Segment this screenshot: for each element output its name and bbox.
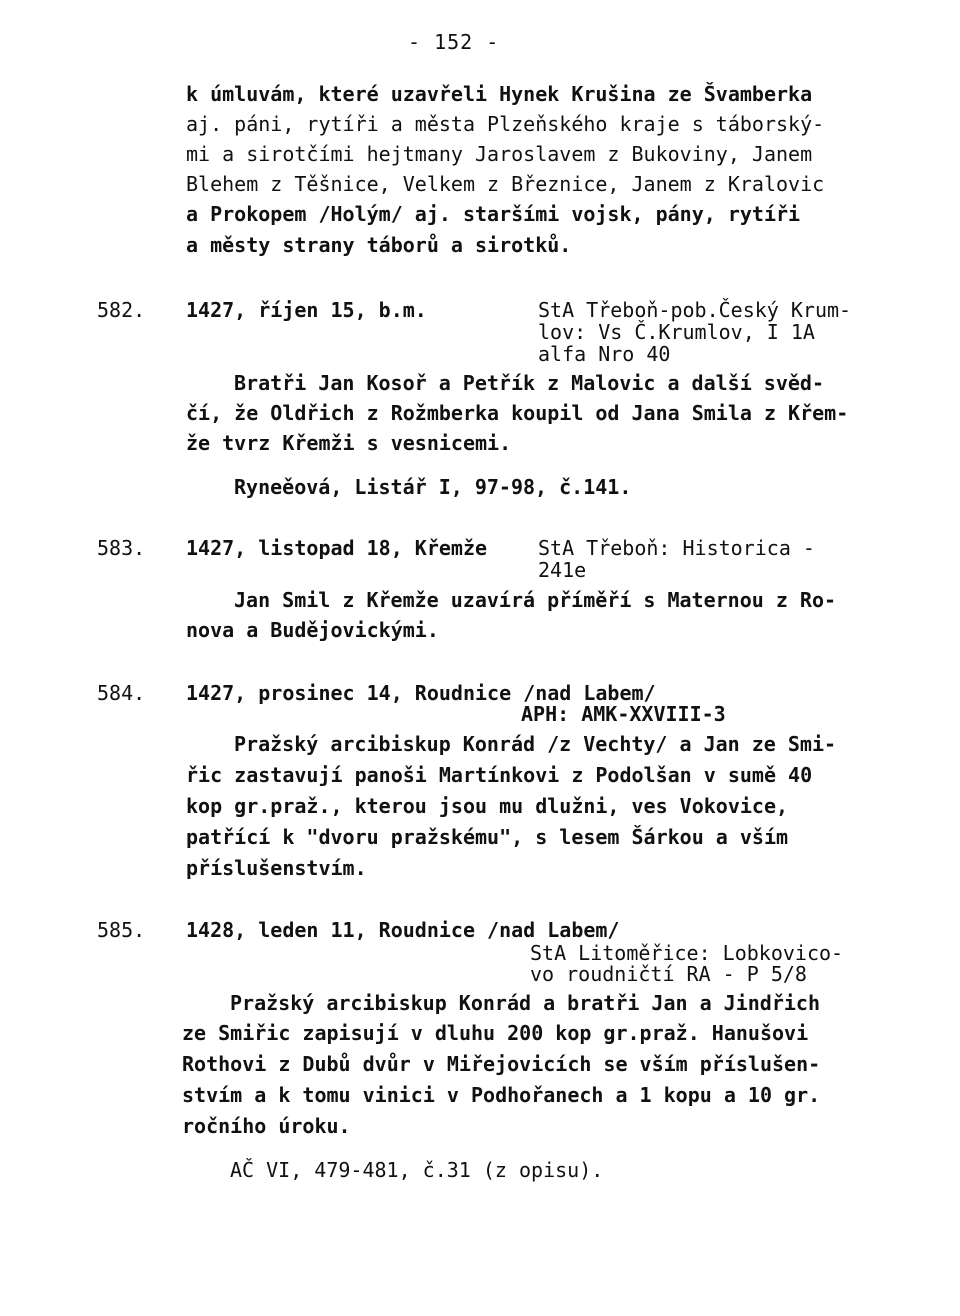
archive-line: vo roudničtí RA - P 5/8 <box>530 962 807 986</box>
body-line: že tvrz Křemži s vesnicemi. <box>186 431 512 455</box>
intro-line: a Prokopem /Holým/ aj. staršími vojsk, pány, rytíři <box>186 202 801 226</box>
archive-line: 241e <box>538 558 587 582</box>
source-citation: Ryneěová, Listář I, 97-98, č.141. <box>234 475 632 499</box>
body-line: ze Smiřic zapisují v dluhu 200 kop gr.praž. Hanušovi <box>182 1021 809 1045</box>
intro-line: mi a sirotčími hejtmany Jaroslavem z Bukoviny, Janem <box>186 142 813 166</box>
entry-number: 584. <box>97 681 146 705</box>
intro-line: k úmluvám, které uzavřeli Hynek Krušina ze Švamberka <box>186 82 813 106</box>
entry-date: 1427, prosinec 14, Roudnice /nad Labem/ <box>186 681 656 705</box>
body-line: řic zastavují panoši Martínkovi z Podolšan v sumě 40 <box>186 763 813 787</box>
archive-line: lov: Vs Č.Krumlov, I 1A <box>538 320 815 344</box>
body-line: stvím a k tomu vinici v Podhořanech a 1 kopu a 10 gr. <box>182 1083 821 1107</box>
body-line: patřící k "dvoru pražskému", s lesem Šárkou a vším <box>186 825 789 849</box>
entry-date: 1427, říjen 15, b.m. <box>186 298 427 322</box>
archive-line: StA Litoměřice: Lobkovico- <box>530 941 844 965</box>
body-line: nova a Budějovickými. <box>186 618 439 642</box>
source-citation: AČ VI, 479-481, č.31 (z opisu). <box>230 1158 604 1182</box>
intro-line: Blehem z Těšnice, Velkem z Březnice, Janem z Kralovic <box>186 172 825 196</box>
intro-line: aj. páni, rytíři a města Plzeňského kraje s táborský- <box>186 112 825 136</box>
archive-line: alfa Nro 40 <box>538 342 671 366</box>
archive-line: StA Třeboň-pob.Český Krum- <box>538 298 852 322</box>
entry-number: 582. <box>97 298 146 322</box>
body-line: Rothovi z Dubů dvůr v Miřejovicích se vším příslušen- <box>182 1052 821 1076</box>
body-line: Pražský arcibiskup Konrád /z Vechty/ a Jan ze Smi- <box>234 732 837 756</box>
body-line: Pražský arcibiskup Konrád a bratři Jan a Jindřich <box>230 991 821 1015</box>
entry-number: 583. <box>97 536 146 560</box>
body-line: Jan Smil z Křemže uzavírá příměří s Maternou z Ro- <box>234 588 837 612</box>
archive-line: StA Třeboň: Historica - <box>538 536 815 560</box>
body-line: kop gr.praž., kterou jsou mu dlužni, ves Vokovice, <box>186 794 789 818</box>
body-line: čí, že Oldřich z Rožmberka koupil od Jana Smila z Křem- <box>186 401 849 425</box>
page-number: - 152 - <box>408 30 500 54</box>
archive-line: APH: AMK-XXVIII-3 <box>521 702 726 726</box>
entry-number: 585. <box>97 918 146 942</box>
intro-line: a městy strany táborů a sirotků. <box>186 233 572 257</box>
entry-date: 1428, leden 11, Roudnice /nad Labem/ <box>186 918 620 942</box>
body-line: ročního úroku. <box>182 1114 351 1138</box>
entry-date: 1427, listopad 18, Křemže <box>186 536 488 560</box>
body-line: příslušenstvím. <box>186 856 367 880</box>
body-line: Bratři Jan Kosoř a Petřík z Malovic a další svěd- <box>234 371 825 395</box>
